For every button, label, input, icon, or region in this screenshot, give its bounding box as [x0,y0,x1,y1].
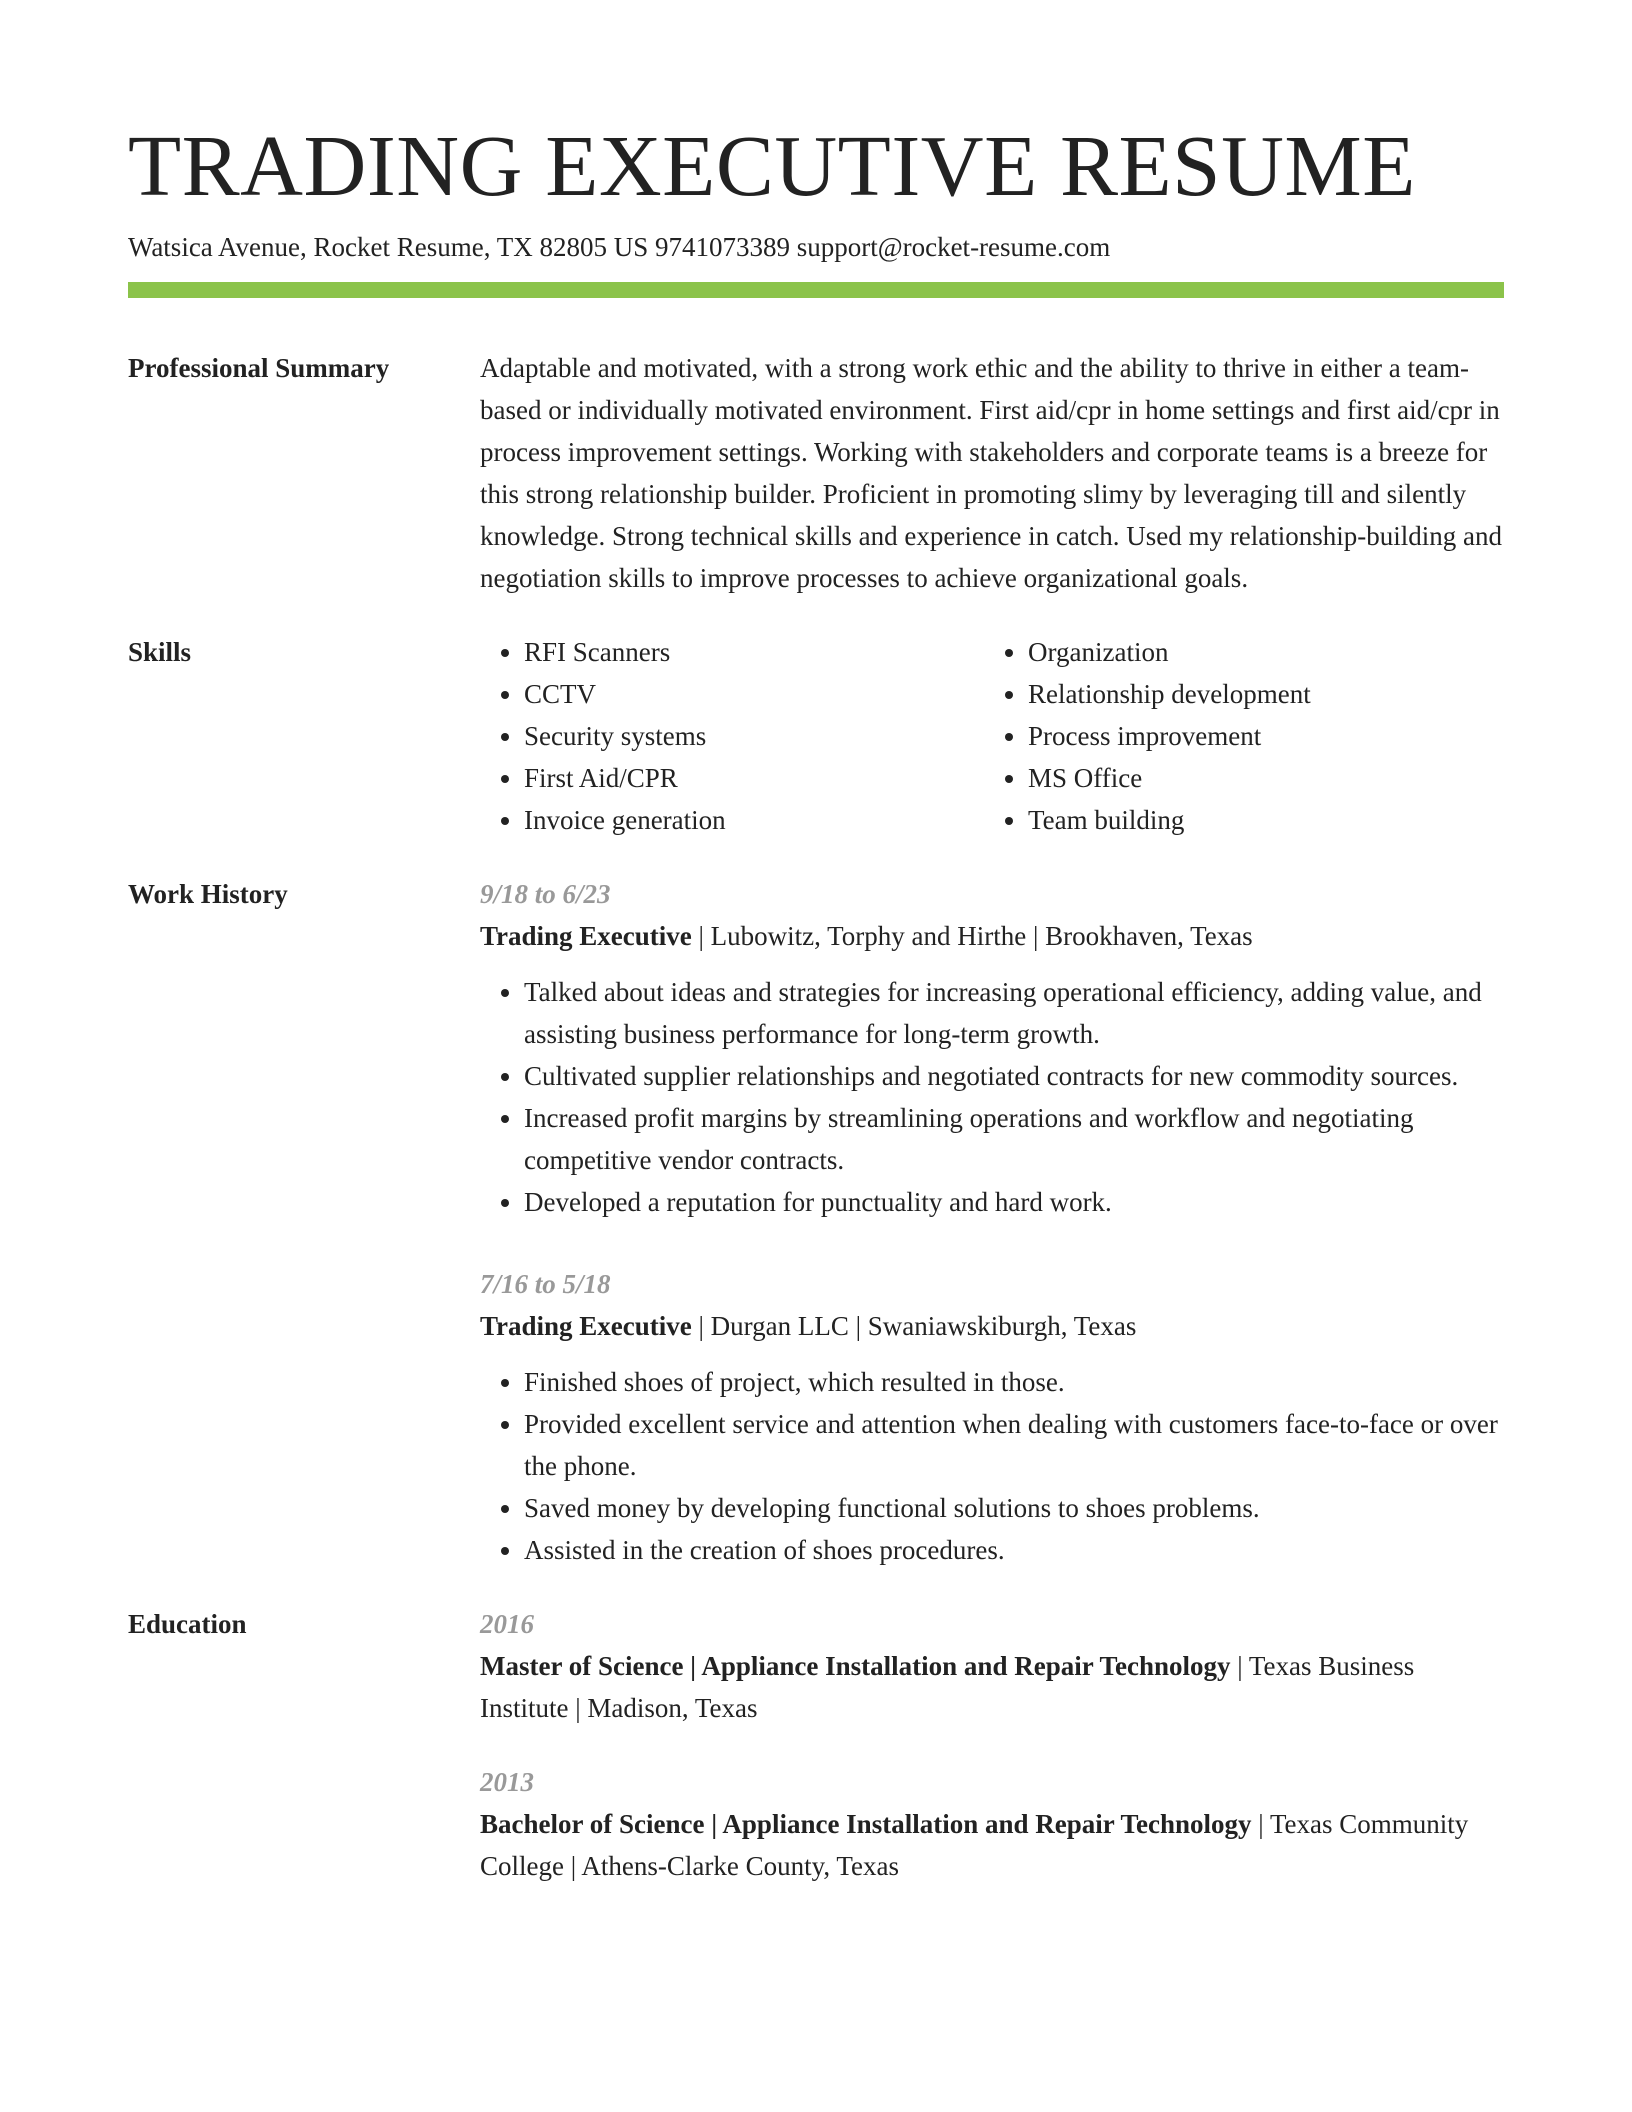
resume-page [128,118,1504,1887]
education-school: | Texas Business Institute | Madison, Texas [480,1650,1415,1723]
education-heading [480,1803,1504,1887]
summary-text: Adaptable and motivated, with a strong work ethic and the ability to thrive in either a team-based or individually motivated environment. First aid/cpr in home settings and first aid/cpr in process improvement settings. Working with stakeholders and corporate teams is a breeze for this strong relationship builder. Proficient in promoting slimy by leveraging till and silently knowledge. Strong technical skills and experience in catch. Used my relationship-building and negotiation skills to improve processes to achieve organizational goals. [480,352,1502,593]
skills-section [128,631,1504,841]
job-entry [480,1263,1504,1571]
job-entry [480,873,1504,1223]
skill-item: • Team building [1028,799,1428,841]
job-title: Trading Executive [480,1310,692,1341]
skill-item: • First Aid/CPR [524,757,984,799]
job-bullet: • Assisted in the creation of shoes procedures. [524,1529,1504,1571]
work-history-section [128,873,1504,1571]
summary-section [128,347,1504,599]
skill-item: • Invoice generation [524,799,984,841]
education-degree: Master of Science | Appliance Installation and Repair Technology [480,1650,1231,1681]
job-heading [480,1305,1504,1347]
job-bullets [480,1361,1504,1571]
job-dates: 7/16 to 5/18 [480,1268,611,1299]
job-dates: 9/18 to 6/23 [480,878,611,909]
education-entry [480,1761,1504,1887]
skill-item: • Organization [1028,631,1428,673]
skill-item: • MS Office [1028,757,1428,799]
skills-column-1 [480,631,984,841]
job-bullet: • Cultivated supplier relationships and negotiated contracts for new commodity sources. [524,1055,1504,1097]
education-year: 2016 [480,1608,534,1639]
education-degree: Bachelor of Science | Appliance Installation and Repair Technology [480,1808,1252,1839]
skill-item: • Security systems [524,715,984,757]
education-school: | Texas Community College | Athens-Clarke County, Texas [480,1808,1469,1881]
education-entry [480,1603,1504,1729]
skill-item: • RFI Scanners [524,631,984,673]
job-bullets [480,971,1504,1223]
job-bullet: • Finished shoes of project, which resulted in those. [524,1361,1504,1403]
job-bullet: • Increased profit margins by streamlining operations and workflow and negotiating competitive vendor contracts. [524,1097,1504,1181]
contact-line: Watsica Avenue, Rocket Resume, TX 82805 US 9741073389 support@rocket-resume.com [128,231,1111,262]
job-bullet: • Talked about ideas and strategies for increasing operational efficiency, adding value, and assisting business performance for long-term growth. [524,971,1504,1055]
education-section [128,1603,1504,1887]
education-heading [480,1645,1504,1729]
header-divider [128,282,1504,298]
job-heading [480,915,1504,957]
skill-item: • CCTV [524,673,984,715]
job-title: Trading Executive [480,920,692,951]
skills-column-2 [984,631,1428,841]
skill-item: • Process improvement [1028,715,1428,757]
skill-item: • Relationship development [1028,673,1428,715]
education-year: 2013 [480,1766,534,1797]
section-label-skills: Skills [128,636,192,667]
job-employer: | Lubowitz, Torphy and Hirthe | Brookhaven, Texas [691,920,1253,951]
resume-title: TRADING EXECUTIVE RESUME [128,117,1416,214]
section-label-work: Work History [128,878,288,909]
job-bullet: • Saved money by developing functional solutions to shoes problems. [524,1487,1504,1529]
section-label-summary: Professional Summary [128,352,390,383]
section-label-education: Education [128,1608,247,1639]
job-employer: | Durgan LLC | Swaniawskiburgh, Texas [691,1310,1137,1341]
job-bullet: • Provided excellent service and attention when dealing with customers face-to-face or over the phone. [524,1403,1504,1487]
job-bullet: • Developed a reputation for punctuality and hard work. [524,1181,1504,1223]
